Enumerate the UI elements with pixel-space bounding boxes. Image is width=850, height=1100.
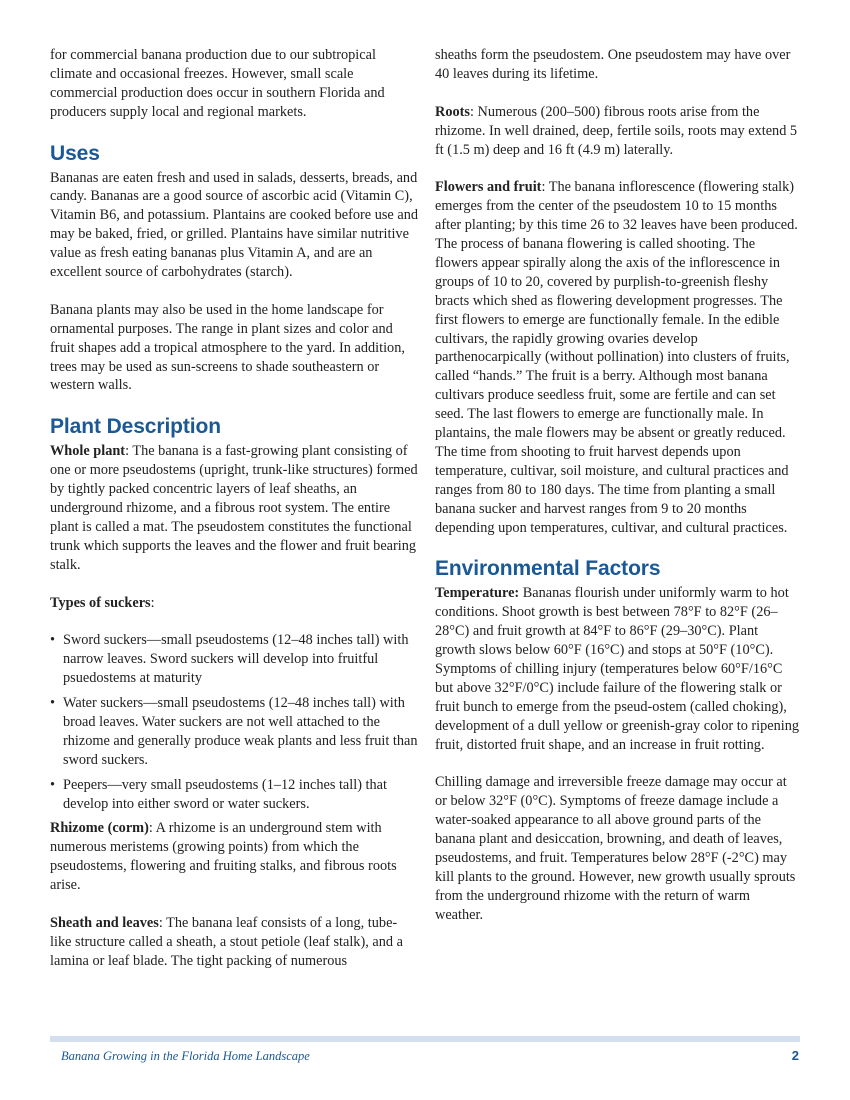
flowers-label: Flowers and fruit (435, 179, 542, 196)
list-item (50, 694, 418, 770)
sheath-continued-paragraph: sheaths form the pseudostem. One pseudostem may have over 40 leaves during its lifetime. (435, 47, 791, 82)
roots-paragraph (435, 103, 801, 160)
right-column (435, 46, 801, 925)
page-number: 2 (791, 1048, 799, 1063)
chilling-paragraph: Chilling damage and irreversible freeze damage may occur at or below 32°F (0°C). Symptoms of freeze damage include a water-soaked appearance to all above ground parts of the banana plant and desiccation, browning, and death of leaves, pseudostems, and fruit. Temperatures below 28°F (-2°C) may kill plants to the ground. However, new growth usually sprouts from the underground rhizome with the return of warm weather. (435, 774, 796, 923)
uses-heading: Uses (50, 141, 100, 165)
sheath-paragraph (50, 914, 418, 971)
environmental-factors-heading: Environmental Factors (435, 557, 661, 581)
temperature-paragraph (435, 584, 801, 754)
whole-plant-text: : The banana is a fast-growing plant consisting of one or more pseudostems (upright, trunk-like structures) formed by tightly packed concentric layers of leaf sheaths, an underground rhizome, and a fibrous root system. The entire plant is called a mat. The pseudostem constitutes the functional trunk which supports the leaves and the flower and fruit bearing stalk. (50, 443, 418, 573)
bullet-icon: • (50, 632, 56, 649)
flowers-text: : The banana inflorescence (flowering stalk) emerges from the center of the pseudostem 10 to 15 months after planting; by this time 26 to 32 leaves have been produced. The process of banana flowering is called shooting. The flowers appear spirally along the axis of the inflorescence in groups of 10 to 20, covered by purplish-to-greenish fleshy bracts which shed as flowering development progresses. The first flowers to emerge are functionally female. In the edible cultivars, the rapidly growing ovaries develop parthenocarpically (without pollination) into clusters of fruits, called “hands.” The fruit is a berry. Although most banana cultivars produce seedless fruit, some are fertile and can set seed. The last flowers to emerge are functionally male. In plantains, the male flowers may be absent or greatly reduced. The time from shooting to fruit harvest depends upon temperature, cultivar, soil moisture, and cultural practices and ranges from 80 to 180 days. The time from planting a small banana sucker and harvest ranges from 9 to 20 months depending upon temperatures, cultivar, and cultural practices. (435, 179, 798, 536)
temperature-label: Temperature: (435, 585, 520, 602)
suckers-label: Types of suckers (50, 594, 151, 611)
roots-text: : Numerous (200–500) fibrous roots arise from the rhizome. In well drained, deep, fertile soils, roots may extend 5 ft (1.5 m) deep and 16 ft (4.9 m) laterally. (435, 103, 798, 158)
list-item (50, 631, 418, 688)
list-item (50, 776, 418, 814)
footer-divider (50, 1036, 800, 1042)
sword-suckers-text: Sword suckers—small pseudostems (12–48 inches tall) with narrow leaves. Sword suckers will develop into fruitful psuedostems at maturity (63, 632, 409, 687)
rhizome-paragraph (50, 819, 418, 895)
temperature-text: Bananas flourish under uniformly warm to hot conditions. Shoot growth is best between 78°F to 82°F (26–28°C) and fruit growth at 84°F to 86°F (29–30°C). Plant growth slows below 60°F (16°C) and stops at 50°F (10°C). Symptoms of chilling injury (temperatures below 60°F/16°C but above 32°F/0°C) include failure of the flowering stalk or fruit bunch to emerge from the pseud-ostem (called choking), development of a dull yellow or greenish-gray color to ripening fruit, distorted fruit shape, and an increase in fruit rotting. (435, 585, 800, 753)
rhizome-text: : A rhizome is an underground stem with numerous meristems (growing points) from which the pseudostems, flowering and fruiting stalks, and fibrous roots arise. (50, 820, 397, 894)
uses-paragraph-2: Banana plants may also be used in the home landscape for ornamental purposes. The range in plant sizes and color and fruit shapes add a tropical atmosphere to the yard. In addition, trees may be used as sun-screens to shade southeastern or western walls. (50, 301, 405, 394)
suckers-list (50, 631, 418, 813)
roots-label: Roots (435, 103, 470, 120)
sheath-text: : The banana leaf consists of a long, tube-like structure called a sheath, a stout petiole (leaf stalk), and a lamina or leaf blade. The tight packing of numerous (50, 914, 403, 969)
flowers-paragraph (435, 178, 801, 537)
whole-plant-label: Whole plant (50, 443, 126, 460)
suckers-colon: : (150, 594, 155, 611)
rhizome-label: Rhizome (corm) (50, 820, 149, 837)
whole-plant-paragraph (50, 442, 418, 574)
uses-paragraph-1: Bananas are eaten fresh and used in salads, desserts, breads, and candy. Bananas are a good source of ascorbic acid (Vitamin C), Vitamin B6, and potassium. Plantains are cooked before use and may be baked, fried, or grilled. Plantains have similar nutritive value as fresh eating bananas plus Vitamin A, and are an excellent source of carbohydrates (starch). (50, 169, 418, 281)
peepers-text: Peepers—very small pseudostems (1–12 inches tall) that develop into either sword or water suckers. (63, 776, 387, 812)
plant-description-heading: Plant Description (50, 415, 221, 439)
suckers-intro (50, 594, 418, 613)
intro-paragraph: for commercial banana production due to our subtropical climate and occasional freezes. However, small scale commercial production does occur in southern Florida and producers supply local and regional markets. (50, 47, 385, 120)
water-suckers-text: Water suckers—small pseudostems (12–48 inches tall) with broad leaves. Water suckers are not well attached to the rhizome and generally produce weak plants and less fruit than sword suckers. (63, 695, 418, 768)
sheath-label: Sheath and leaves (50, 914, 159, 931)
left-column (50, 46, 418, 971)
bullet-icon: • (50, 776, 56, 793)
footer-title: Banana Growing in the Florida Home Landscape (61, 1049, 310, 1063)
bullet-icon: • (50, 695, 56, 712)
